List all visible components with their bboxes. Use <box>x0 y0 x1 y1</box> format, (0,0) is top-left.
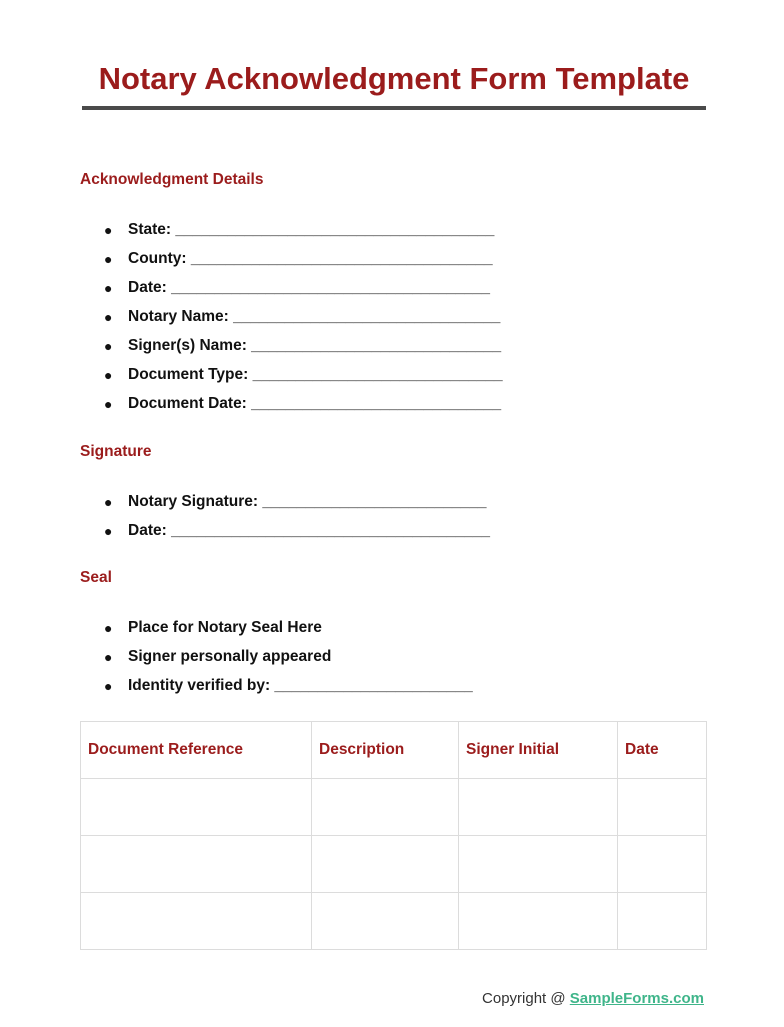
table-cell[interactable] <box>312 893 459 950</box>
list-item: ● Date: _____________________________________ <box>104 521 490 550</box>
table-cell[interactable] <box>312 779 459 836</box>
list-item: ● Signer personally appeared <box>104 647 473 676</box>
field-document-type: Document Type: _____________________________ <box>128 366 503 383</box>
field-county: County: ___________________________________ <box>128 250 493 267</box>
footer-copyright <box>482 990 704 1007</box>
field-state: State: _____________________________________ <box>128 221 495 238</box>
list-item: ● Notary Signature: __________________________ <box>104 492 490 521</box>
section-heading-signature: Signature <box>80 443 152 460</box>
table-cell[interactable] <box>618 836 707 893</box>
table-row <box>81 893 707 950</box>
table-cell[interactable] <box>459 836 618 893</box>
document-reference-table <box>80 721 707 950</box>
acknowledgment-details-list <box>104 220 503 423</box>
table-cell[interactable] <box>81 836 312 893</box>
table-cell[interactable] <box>81 779 312 836</box>
table-cell[interactable] <box>618 893 707 950</box>
list-item: ● Document Date: _____________________________ <box>104 394 503 423</box>
table-cell[interactable] <box>459 893 618 950</box>
field-identity-verified: Identity verified by: _______________________ <box>128 677 473 694</box>
field-notary-name: Notary Name: _______________________________ <box>128 308 501 325</box>
list-item: ● Date: _____________________________________ <box>104 278 503 307</box>
seal-list <box>104 618 473 705</box>
section-heading-seal: Seal <box>80 569 112 586</box>
field-signer-appeared: Signer personally appeared <box>128 648 332 665</box>
field-document-date: Document Date: _____________________________ <box>128 395 502 412</box>
list-item: ● Document Type: _____________________________ <box>104 365 503 394</box>
list-item: ● State: _____________________________________ <box>104 220 503 249</box>
section-heading-acknowledgment-details: Acknowledgment Details <box>80 171 264 188</box>
table-cell[interactable] <box>312 836 459 893</box>
sampleforms-link[interactable]: SampleForms.com <box>569 990 704 1007</box>
list-item: ● Signer(s) Name: _____________________________ <box>104 336 503 365</box>
field-signature-date: Date: _____________________________________ <box>128 522 491 539</box>
table-header-row <box>81 722 707 779</box>
list-item: ● Place for Notary Seal Here <box>104 618 473 647</box>
field-signer-name: Signer(s) Name: _____________________________ <box>128 337 502 354</box>
signature-list <box>104 492 490 550</box>
table-cell[interactable] <box>459 779 618 836</box>
copyright-text: Copyright @ <box>482 990 570 1007</box>
list-item: ● Identity verified by: _______________________ <box>104 676 473 705</box>
field-notary-signature: Notary Signature: __________________________ <box>128 493 487 510</box>
table-cell[interactable] <box>618 779 707 836</box>
table-row <box>81 779 707 836</box>
list-item: ● County: ___________________________________ <box>104 249 503 278</box>
table-cell[interactable] <box>81 893 312 950</box>
table-row <box>81 836 707 893</box>
title-divider <box>82 106 706 110</box>
column-header-signer-initial: Signer Initial <box>459 722 618 779</box>
field-date: Date: _____________________________________ <box>128 279 491 296</box>
column-header-date: Date <box>618 722 707 779</box>
list-item: ● Notary Name: _______________________________ <box>104 307 503 336</box>
field-seal-place: Place for Notary Seal Here <box>128 619 322 636</box>
column-header-description: Description <box>312 722 459 779</box>
column-header-document-reference: Document Reference <box>81 722 312 779</box>
page-title: Notary Acknowledgment Form Template <box>98 61 690 96</box>
